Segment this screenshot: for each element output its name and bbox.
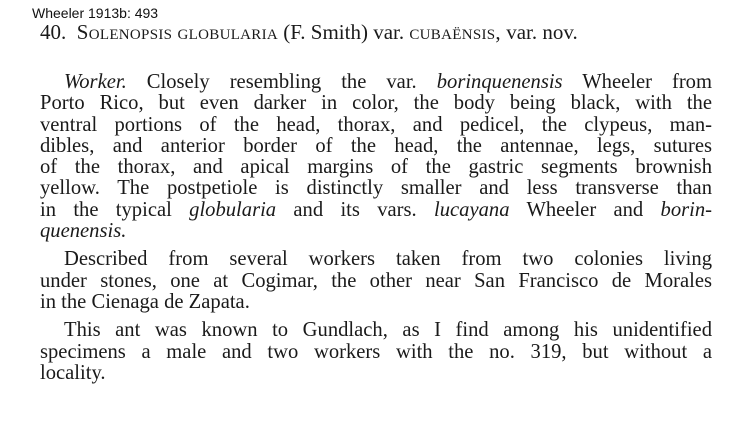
text-span: in the typical bbox=[40, 198, 172, 221]
variety-label: var. bbox=[373, 20, 405, 44]
text-line: specimens a male and two workers with the no. 319, but without a bbox=[40, 340, 712, 363]
text-line: Described from several workers taken from two colonies living bbox=[64, 248, 712, 271]
text-line: of the thorax, and apical margins of the gastric segments brownish bbox=[40, 156, 712, 179]
text-line bbox=[40, 200, 712, 221]
text-line: Porto Rico, but even darker in color, the body being black, with the bbox=[40, 92, 712, 115]
text-span: Closely resembling the var. bbox=[146, 71, 417, 93]
species-heading bbox=[40, 20, 740, 45]
text-span: and its vars. bbox=[293, 198, 417, 221]
taxon-name: globularia bbox=[189, 198, 277, 221]
species-name: globularia bbox=[177, 20, 279, 44]
text-line bbox=[40, 72, 712, 93]
paragraph-material bbox=[40, 249, 712, 313]
caste-label: Worker. bbox=[64, 71, 127, 93]
new-variety-label: var. nov. bbox=[506, 20, 578, 44]
text-line: ventral portions of the head, thorax, and pedicel, the clypeus, man- bbox=[40, 113, 712, 136]
taxon-name: quenensis. bbox=[40, 220, 127, 243]
taxon-name: lucayana bbox=[434, 198, 510, 221]
text-line: under stones, one at Cogimar, the other near San Francisco de Morales bbox=[40, 269, 712, 292]
text-span: Wheeler from bbox=[582, 71, 712, 93]
text-line: locality. bbox=[40, 361, 106, 384]
entry-number: 40. bbox=[40, 20, 67, 44]
citation-label: Wheeler 1913b: 493 bbox=[32, 5, 159, 21]
taxon-name: borin- bbox=[660, 198, 713, 221]
text-line: dibles, and anterior border of the head, the antennae, legs, sutures bbox=[40, 134, 712, 157]
species-author: (F. Smith) bbox=[283, 20, 368, 44]
text-span: Wheeler and bbox=[526, 198, 644, 221]
text-line bbox=[40, 221, 712, 242]
genus-name: Solenopsis bbox=[76, 20, 173, 44]
text-line: This ant was known to Gundlach, as I find among his unidentified bbox=[64, 319, 712, 342]
text-line: in the Cienaga de Zapata. bbox=[40, 290, 250, 313]
description-body bbox=[40, 72, 712, 384]
variety-name: cubaënsis, bbox=[409, 20, 501, 44]
text-line: yellow. The postpetiole is distinctly smaller and less transverse than bbox=[40, 177, 712, 200]
paragraph-gundlach bbox=[40, 320, 712, 384]
paragraph-worker bbox=[40, 72, 712, 242]
taxon-name: borinquenensis bbox=[436, 71, 563, 93]
